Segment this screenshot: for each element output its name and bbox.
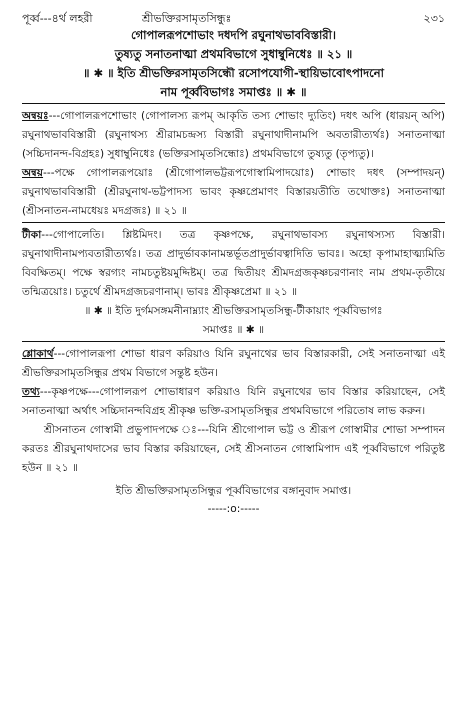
sloka-block [22, 26, 445, 102]
tika-colophon-line-2: সমাপ্তঃ ॥ ✱ ॥ [202, 324, 265, 336]
sloka-line-1: গোপালরূপশোভাং দধদপি রঘুনাথভাববিস্তারী। [130, 28, 337, 42]
closing-line: ইতি শ্রীভক্তিরসামৃতসিন্ধুর পূর্ব্ববিভাগের বঙ্গানুবাদ সমাপ্ত। [115, 485, 352, 497]
translation-paragraph [22, 345, 445, 383]
tika-text: ---গোপালেতি। শ্লিষ্টমিদং। তত্র কৃষ্ণপক্ষে, রঘুনাথভাবস্য রঘুনাথস্যস্য বিস্তারী। রঘুনাথাদীনামপ্যবতারীত্যর্থঃ। তত্র প্রাদুর্ভাবকানামন্তর্ভূতপ্রাদুর্ভাবত্বাদিতি ভাবঃ। অহো কৃপামাহাত্ম্যমিতি বিবক্ষিতম্। পক্ষে স্বরগ্যং নামচতুষ্টয়মুদ্দিষ্টম্। তত্র দ্বিতীয়ং শ্রীমদগ্রজকৃষ্ণচরণানাং নাম প্রথম-তৃতীয়ে তন্মিত্রয়োঃ। চতুর্থে শ্রীমদগ্রজচরণানাম্। ভাবঃ শ্রীকৃষ্ণপ্রেমা ॥ ২১ ॥ [22, 229, 445, 298]
anvaya-label: অন্বয়ঃ [22, 110, 49, 122]
anvaya-section [22, 107, 445, 221]
header-section: পূর্ব্ব---৪র্থ লহরী [22, 12, 93, 25]
tattva-label: তথ্য [22, 386, 40, 398]
tika-label: টীকা [22, 229, 42, 241]
translation-section [22, 345, 445, 478]
anvaya-alt-text: ---পক্ষে গোপালরূপয়োঃ (শ্রীগোপালভট্টরূপগোস্বামিপাদয়োঃ) শোভাং দধৎ (সম্পাদয়ন্) রঘুনাথভাববিস্তারী (শ্রীরঘুনাথ-ভট্টপাদস্য ভাবং কৃষ্ণপ্রেমাণং বিস্তারয়তীতি তথোক্তঃ) সনাতনাত্মা (শ্রীসনাতন-নামধেয়ঃ মদগ্রজঃ) ॥ ২১ ॥ [22, 167, 445, 217]
sloka-line-2: তুষ্যতু সনাতনাত্মা প্রথমবিভাগে সুধাম্বুনিধেঃ ॥ ২১ ॥ [114, 47, 353, 61]
header-book-title: শ্রীভক্তিরসামৃতসিন্ধুঃ [142, 12, 232, 25]
anvaya-krishna-paragraph [22, 107, 445, 164]
divider [22, 341, 445, 342]
sanatana-paragraph: শ্রীসনাতন গোস্বামী প্রভুপাদপক্ষে ঃ---যিনি শ্রীগোপাল ভট্ট ও শ্রীরূপ গোস্বামীর শোভা সম্পাদন করতঃ শ্রীরঘুনাথদাসের ভাব বিস্তার করিয়াছেন, সেই শ্রীসনাতন গোস্বামিপাদ এই পূর্ব্ববিভাগে পরিতুষ্ট হউন ॥ ২১ ॥ [22, 424, 445, 474]
anvaya-alt-paragraph [22, 164, 445, 221]
section-colophon-line-1: ॥ ✱ ॥ ইতি শ্রীভক্তিরসামৃতসিন্ধৌ রসোপযোগী-স্থায়িভাবোৎপাদনো [82, 66, 385, 80]
section-colophon-line-2: নাম পূর্ব্ববিভাগঃ সমাপ্তঃ ॥ ✱ ॥ [160, 85, 307, 99]
tattva-paragraph [22, 383, 445, 421]
divider [22, 103, 445, 104]
translation-label: শ্লোকার্থ [22, 348, 54, 360]
tika-section [22, 226, 445, 340]
translation-text: ---গোপালরূপা শোভা ধারণ করিয়াও যিনি রঘুনাথের ভাব বিস্তারকারী, সেই সনাতনাত্মা এই শ্রীভক্তিরসামৃতসিন্ধুর প্রথম বিভাগে সন্তুষ্ট হউন। [22, 348, 445, 379]
page-number: ২৩১ [423, 12, 445, 25]
divider [22, 222, 445, 223]
anvaya-text: ---গোপালরূপশোভাং (গোপালস্য রূপম্ আকৃতি তস্য শোভাং দ্যুতিং) দধৎ অপি (ধারয়ন্ অপি) রঘুনাথভাববিস্তারী (রঘুনাথস্য শ্রীরামচন্দ্রস্য বিস্তারী রঘুনাথাদীনামপি অবতারীত্যর্থঃ) সনাতনাত্মা (সচ্চিদানন্দ-বিগ্রহঃ) সুধাম্বুনিধেঃ (ভক্তিরসামৃতসিন্ধোঃ) প্রথমবিভাগে তুষ্যতু (তৃপ্যতু)। [22, 110, 445, 160]
tika-paragraph [22, 226, 445, 302]
tika-colophon-line-1: ॥ ✱ ॥ ইতি দুর্গমসঙ্গমনীনাম্ন্যাং শ্রীভক্তিরসামৃতসিন্ধু-টীকায়াং পূর্ব্ববিভাগঃ [84, 305, 383, 317]
anvaya-alt-label: অন্বয় [22, 167, 44, 179]
tattva-text: ---কৃষ্ণপক্ষে---গোপালরূপ শোভাধারণ করিয়াও যিনি রঘুনাথের ভাব বিস্তার করিয়াছেন, সেই সনাতনাত্মা অর্থাৎ সচ্চিদানন্দবিগ্রহ শ্রীকৃষ্ণ ভক্তি-রসামৃতসিন্ধুর প্রথমবিভাগে পরিতোষ লাভ করুন। [22, 386, 445, 417]
running-header [22, 6, 445, 26]
closing-ornament: -----:o:----- [207, 503, 260, 515]
